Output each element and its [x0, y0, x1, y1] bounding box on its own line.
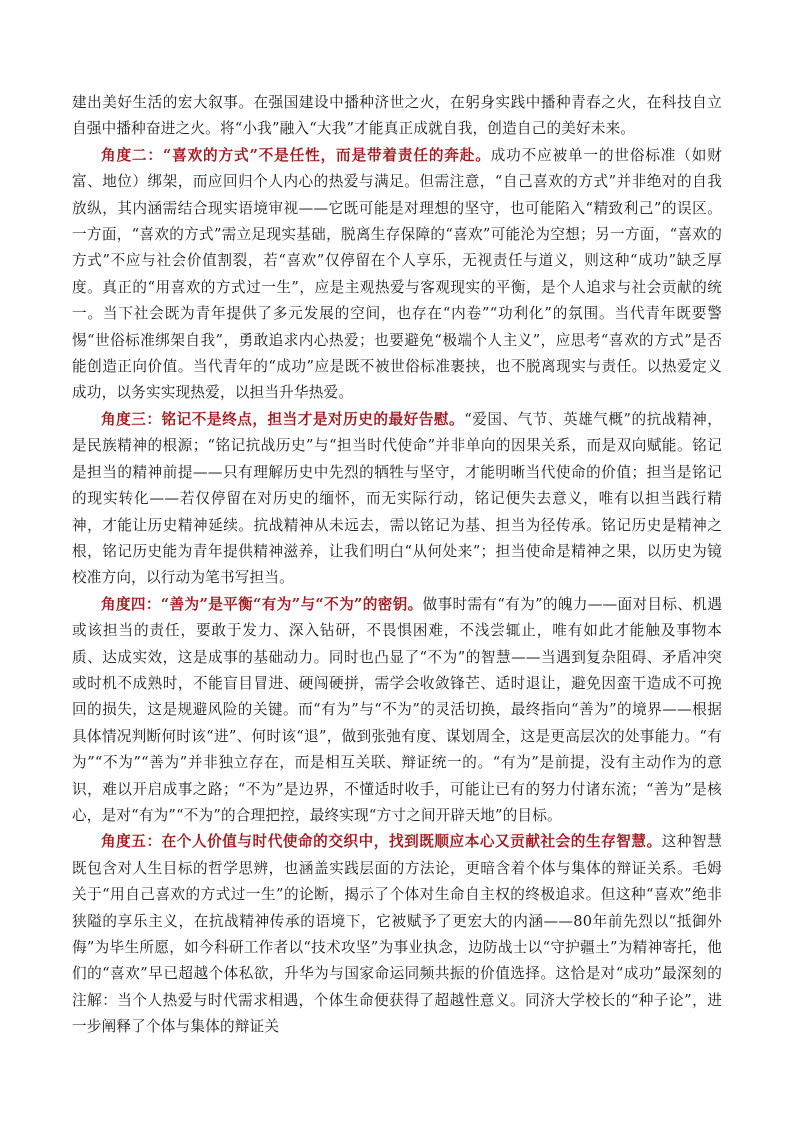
paragraph-angle-5 — [72, 829, 722, 1040]
angle-heading: 角度三：铭记不是终点，担当才是对历史的最好告慰。 — [101, 410, 465, 428]
paragraph-text: 这种智慧既包含对人生目标的哲学思辨，也涵盖实践层面的方法论，更暗含着个体与集体的辩证关系。毛姆关于“用自己喜欢的方式过一生”的论断，揭示了个体对生命自主权的终极追求。但这种“喜欢”绝非狭隘的享乐主义，在抗战精神传承的语境下，它被赋予了更宏大的内涵——80年前先烈以“抵御外侮”为毕生所愿，如今科研工作者以“技术攻坚”为事业执念，边防战士以“守护疆土”为精神寄托，他们的“喜欢”早已超越个体私欲，升华为与国家命运同频共振的价值选择。这恰是对“成功”最深刻的注解：当个人热爱与时代需求相遇，个体生命便获得了超越性意义。同济大学校长的“种子论”，进一步阐释了个体与集体的辩证关 — [72, 833, 722, 1036]
angle-heading: 角度五：在个人价值与时代使命的交织中，找到既顺应本心又贡献社会的生存智慧。 — [101, 833, 662, 851]
paragraph-text: 做事时需有“有为”的魄力——面对目标、机遇或该担当的责任，要敢于发力、深入钻研，不畏惧困难，不浅尝辄止，唯有如此才能触及事物本质、达成实效，这是成事的基础动力。同时也凸显了“不为”的智慧——当遇到复杂阻碍、矛盾冲突或时机不成熟时，不能盲目冒进、硬闯硬拼，需学会收敛锋芒、适时退让，避免因蛮干造成不可挽回的损失，这是规避风险的关键。而“有为”与“不为”的灵活切换，最终指向“善为”的境界——根据具体情况判断何时该“进”、何时该“退”，做到张弛有度、谋划周全，这是更高层次的处事能力。“有为”“不为”“善为”并非独立存在，而是相互关联、辩证统一的。“有为”是前提，没有主动作为的意识，难以开启成事之路；“不为”是边界，不懂适时收手，可能让已有的努力付诸东流；“善为”是核心，是对“有为”“不为”的合理把控，最终实现“方寸之间开辟天地”的目标。 — [72, 595, 723, 824]
paragraph-continuation — [72, 90, 722, 143]
paragraph-angle-4 — [72, 592, 722, 830]
angle-heading: 角度二：“喜欢的方式”不是任性，而是带着责任的奔赴。 — [101, 146, 491, 164]
paragraph-text: 建出美好生活的宏大叙事。在强国建设中播种济世之火，在躬身实践中播种青春之火，在科技自立自强中播种奋进之火。将“小我”融入“大我”才能真正成就自我，创造自己的美好未来。 — [72, 94, 722, 138]
angle-heading: 角度四：“善为”是平衡“有为”与“不为”的密钥。 — [101, 595, 423, 613]
document-page — [72, 90, 722, 1041]
paragraph-text: 成功不应被单一的世俗标准（如财富、地位）绑架，而应回归个人内心的热爱与满足。但需注意，“自己喜欢的方式”并非绝对的自我放纵，其内涵需结合现实语境审视——它既可能是对理想的坚守，也可能陷入“精致利己”的误区。一方面，“喜欢的方式”需立足现实基础，脱离生存保障的“喜欢”可能沦为空想；另一方面，“喜欢的方式”不应与社会价值割裂，若“喜欢”仅停留在个人享乐，无视责任与道义，则这种“成功”缺乏厚度。真正的“用喜欢的方式过一生”，应是主观热爱与客观现实的平衡，是个人追求与社会贡献的统一。当下社会既为青年提供了多元发展的空间，也存在“内卷”“功利化”的氛围。当代青年既要警惕“世俗标准绑架自我”，勇敢追求内心热爱；也要避免“极端个人主义”，应思考“喜欢的方式”是否能创造正向价值。当代青年的“成功”应是既不被世俗标准裹挟，也不脱离现实与责任。以热爱定义成功，以务实实现热爱，以担当升华热爱。 — [72, 146, 722, 402]
paragraph-angle-3 — [72, 407, 722, 592]
paragraph-text: “爱国、气节、英雄气概”的抗战精神，是民族精神的根源；“铭记抗战历史”与“担当时代使命”并非单向的因果关系，而是双向赋能。铭记是担当的精神前提——只有理解历史中先烈的牺牲与坚守，才能明晰当代使命的价值；担当是铭记的现实转化——若仅停留在对历史的缅怀，而无实际行动，铭记便失去意义，唯有以担当践行精神，才能让历史精神延续。抗战精神从未远去，需以铭记为基、担当为径传承。铭记历史是精神之根，铭记历史能为青年提供精神滋养，让我们明白“从何处来”；担当使命是精神之果，以历史为镜校准方向，以行动为笔书写担当。 — [72, 410, 722, 587]
paragraph-angle-2 — [72, 143, 722, 407]
